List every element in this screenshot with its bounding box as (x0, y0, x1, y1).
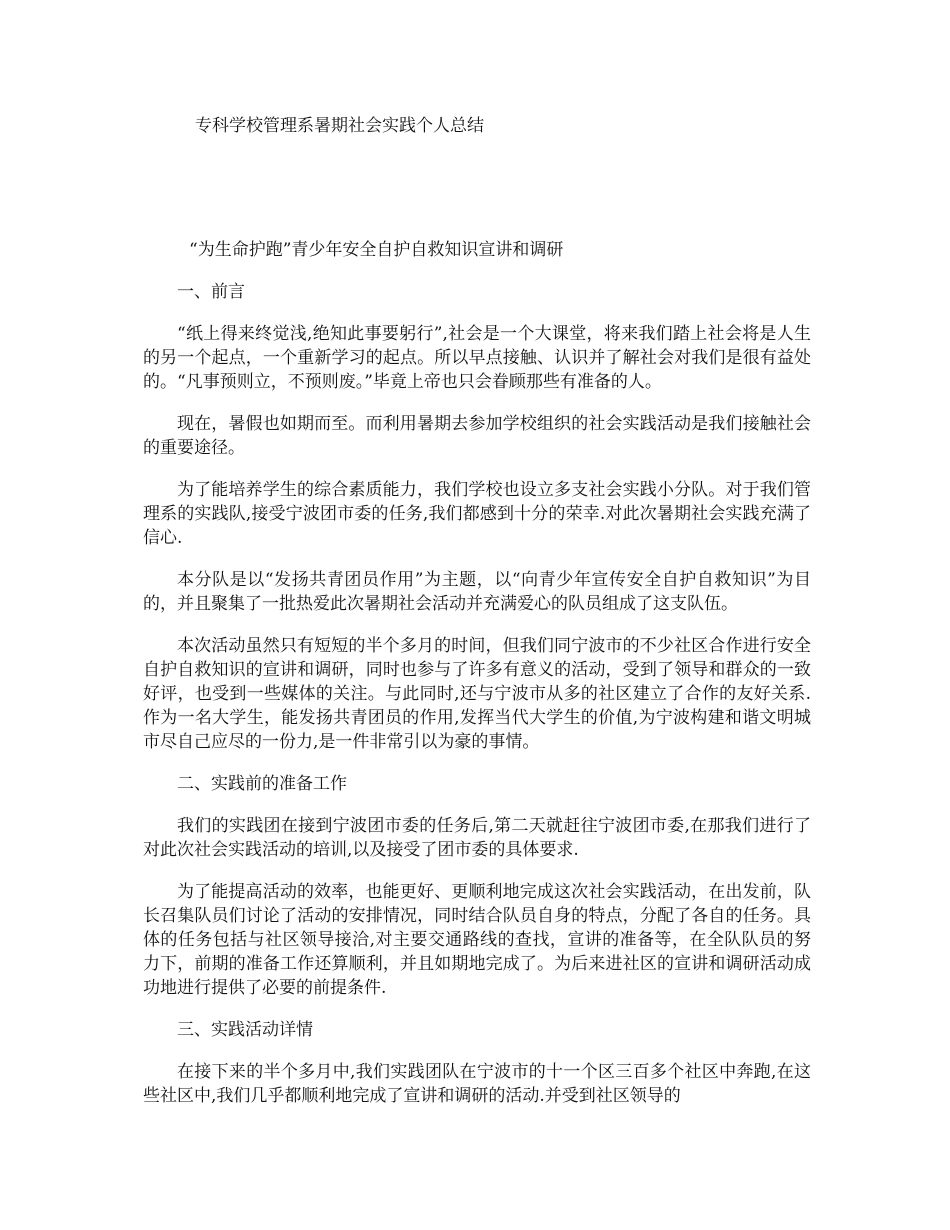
paragraph: 现在，暑假也如期而至。而利用暑期去参加学校组织的社会实践活动是我们接触社会的重要途径。 (143, 414, 811, 458)
paragraph: 为了能培养学生的综合素质能力，我们学校也设立多支社会实践小分队。对于我们管理系的实践队,接受宁波团市委的任务,我们都感到十分的荣幸.对此次暑期社会实践充满了信心. (143, 480, 811, 548)
paragraph: 我们的实践团在接到宁波团市委的任务后,第二天就赶往宁波团市委,在那我们进行了对此次社会实践活动的培训,以及接受了团市委的具体要求. (143, 816, 811, 860)
section-heading-activity-details: 三、实践活动详情 (177, 1020, 313, 1040)
paragraph: “纸上得来终觉浅,绝知此事要躬行”,社会是一个大课堂，将来我们踏上社会将是人生的另一个起点，一个重新学习的起点。所以早点接触、认识并了解社会对我们是很有益处的。“凡事预则立，不预则废。”毕竟上帝也只会眷顾那些有准备的人。 (143, 324, 811, 392)
section-heading-preparation: 二、实践前的准备工作 (177, 774, 347, 794)
document-title: 专科学校管理系暑期社会实践个人总结 (195, 116, 484, 136)
document-subtitle: “为生命护跑”青少年安全自护自救知识宣讲和调研 (189, 240, 564, 260)
paragraph: 本次活动虽然只有短短的半个多月的时间，但我们同宁波市的不少社区合作进行安全自护自救知识的宣讲和调研，同时也参与了许多有意义的活动，受到了领导和群众的一致好评，也受到一些媒体的关注。与此同时,还与宁波市从多的社区建立了合作的友好关系.作为一名大学生，能发扬共青团员的作用,发挥当代大学生的价值,为宁波构建和谐文明城市尽自己应尽的一份力,是一件非常引以为豪的事情。 (143, 636, 811, 752)
document-body (143, 238, 811, 1126)
paragraph: 在接下来的半个多月中,我们实践团队在宁波市的十一个区三百多个社区中奔跑,在这些社区中,我们几乎都顺利地完成了宣讲和调研的活动.并受到社区领导的 (143, 1062, 811, 1106)
paragraph: 为了能提高活动的效率，也能更好、更顺利地完成这次社会实践活动，在出发前，队长召集队员们讨论了活动的安排情况，同时结合队员自身的特点，分配了各自的任务。具体的任务包括与社区领导接洽,对主要交通路线的查找，宣讲的准备等，在全队队员的努力下，前期的准备工作还算顺利，并且如期地完成了。为后来进社区的宣讲和调研活动成功地进行提供了必要的前提条件. (143, 882, 811, 998)
paragraph: 本分队是以“发扬共青团员作用”为主题，以“向青少年宣传安全自护自救知识”为目的，并且聚集了一批热爱此次暑期社会活动并充满爱心的队员组成了这支队伍。 (143, 570, 811, 614)
section-heading-preface: 一、前言 (177, 282, 245, 302)
